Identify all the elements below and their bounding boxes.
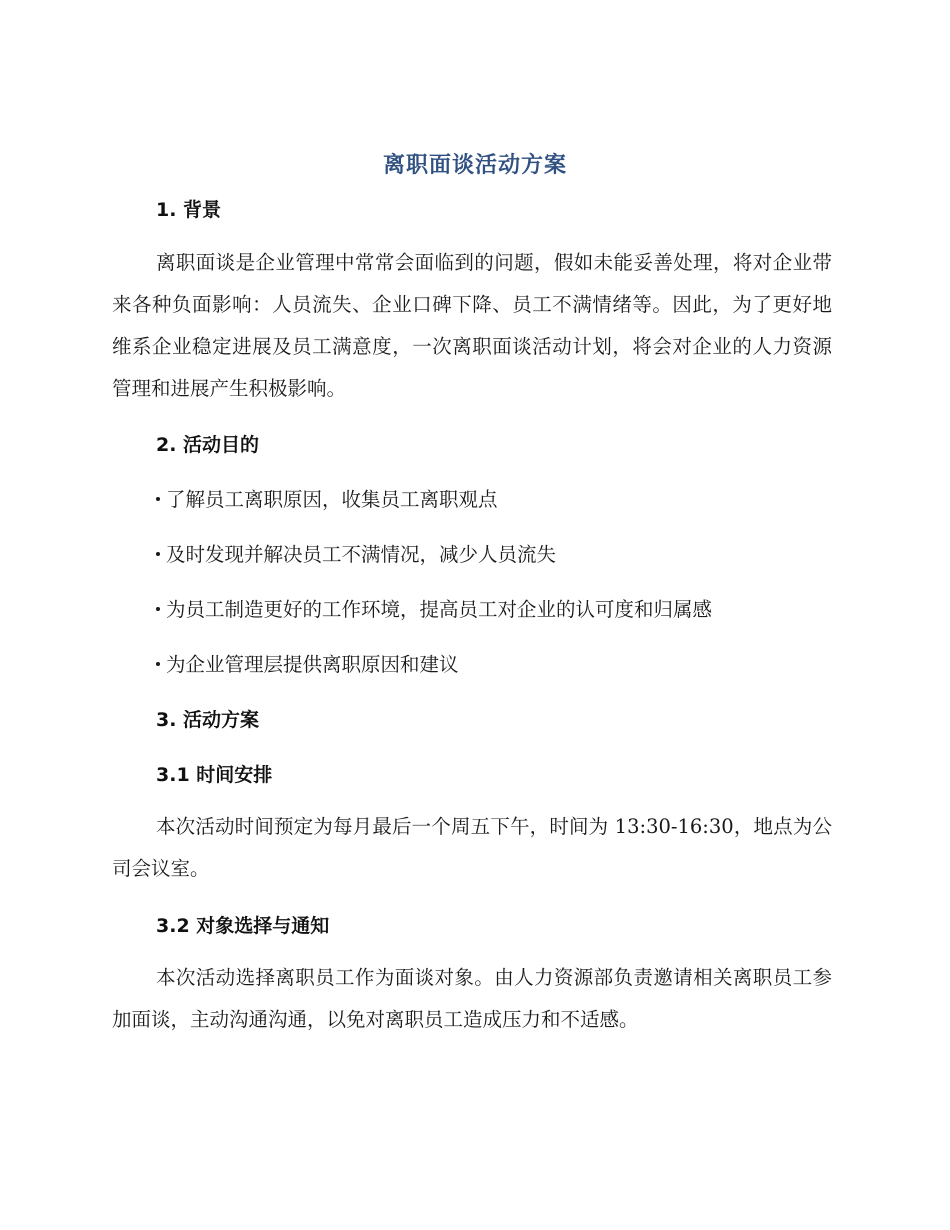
bullet-text: 了解员工离职原因，收集员工离职观点 — [166, 488, 498, 511]
background-paragraph: 离职面谈是企业管理中常常会面临到的问题，假如未能妥善处理，将对企业带来各种负面影响：人员流失、企业口碑下降、员工不满情绪等。因此，为了更好地维系企业稳定进展及员工满意度，一次离职面谈活动计划，将会对企业的人力资源管理和进展产生积极影响。 — [112, 251, 832, 400]
bullet-text: 为员工制造更好的工作环境，提高员工对企业的认可度和归属感 — [166, 598, 713, 621]
section-heading-schedule: 3.1 时间安排 — [156, 764, 273, 786]
section-heading-plan: 3. 活动方案 — [156, 709, 260, 731]
purpose-bullet-item — [156, 594, 712, 622]
bullet-dot-icon — [156, 497, 160, 501]
schedule-paragraph: 本次活动时间预定为每月最后一个周五下午，时间为 13:30-16:30，地点为公司会议室。 — [112, 815, 832, 880]
section-heading-selection: 3.2 对象选择与通知 — [156, 915, 330, 937]
document-title: 离职面谈活动方案 — [382, 153, 567, 178]
purpose-bullet-item — [156, 539, 556, 567]
purpose-bullet-item — [156, 484, 498, 512]
bullet-text: 为企业管理层提供离职原因和建议 — [166, 653, 459, 676]
selection-paragraph: 本次活动选择离职员工作为面谈对象。由人力资源部负责邀请相关离职员工参加面谈，主动沟通沟通，以免对离职员工造成压力和不适感。 — [112, 966, 832, 1031]
section-heading-background: 1. 背景 — [156, 199, 222, 221]
bullet-dot-icon — [156, 607, 160, 611]
bullet-text: 及时发现并解决员工不满情况，减少人员流失 — [166, 543, 557, 566]
bullet-dot-icon — [156, 662, 160, 666]
bullet-dot-icon — [156, 552, 160, 556]
section-heading-purpose: 2. 活动目的 — [156, 434, 260, 456]
purpose-bullet-item — [156, 649, 459, 677]
